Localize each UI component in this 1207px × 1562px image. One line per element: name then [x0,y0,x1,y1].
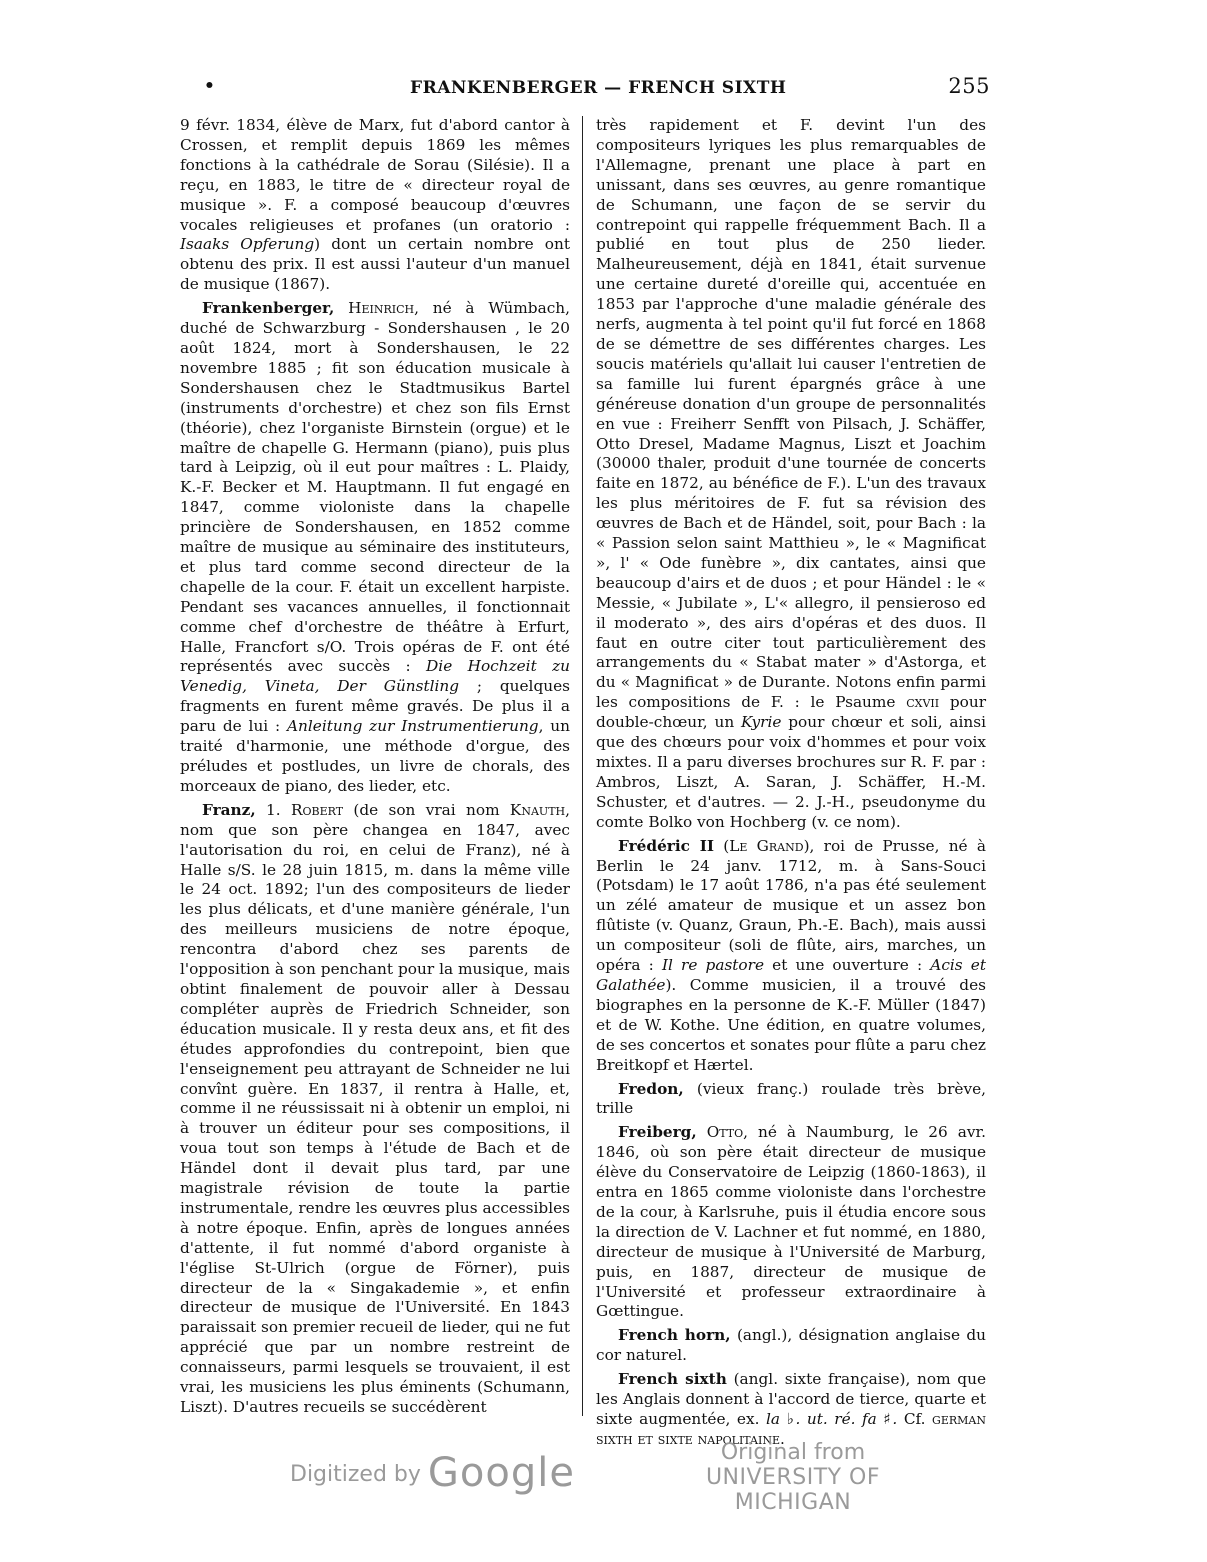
entry-fredon: Fredon, (vieux franç.) roulade très brève, trille [596,1079,986,1118]
note-example: la ♭. ut. ré. fa ♯. [766,1410,898,1428]
column-rule [582,116,583,1416]
headword: French sixth [618,1370,727,1389]
given-name: Robert [290,800,344,819]
roman-numeral: cxvii [906,693,940,712]
given-name: Otto [706,1123,744,1142]
work-title: Anleitung zur Instrumentierung [286,717,539,736]
work-title: Il re pastore [661,956,765,975]
left-column [180,116,570,1422]
page-number: 255 [948,74,990,98]
headword: Franz, [202,800,256,819]
work-title: Isaaks Opferung [180,235,315,254]
headword: Freiberg, [618,1123,697,1142]
entry-frederic: Frédéric II (Le Grand), roi de Prusse, né à Berlin le 24 janv. 1712, m. à Sans-Souci (Potsdam) le 17 août 1786, n'a pas été seulement un zélé amateur de musique et un assez bon flûtiste (v. Quanz, Graun, Ph.-E. Bach), mais aussi un compositeur (soli de flûte, airs, marches, un opéra : Il re pastore et une ouverture : Acis et Galathée). Comme musicien, il a trouvé des biographes en la personne de K.-F. Müller (1847) et de W. Kothe. Une édition, en quatre volumes, de ses concertos et sonates pour flûte a paru chez Breitkopf et Hærtel. [596,836,986,1074]
entry-frankenberger: Frankenberger, Heinrich, né à Wümbach, duché de Schwarzburg - Sondershausen , le 20 août 1824, mort à Sondershausen, le 22 novembre 1885 ; fit son éducation musicale à Sondershausen chez le Stadtmusikus Bartel (instruments d'orchestre) et chez son fils Ernst (théorie), chez l'organiste Birnstein (orgue) et le maître de chapelle G. Hermann (piano), puis plus tard à Leipzig, où il eut pour maîtres : L. Plaidy, K.-F. Becker et M. Hauptmann. Il fut engagé en 1847, comme violoniste dans la chapelle princière de Sondershausen, en 1852 comme maître de musique au séminaire des instituteurs, et plus tard comme second directeur de la chapelle de la cour. F. était un excellent harpiste. Pendant ses vacances annuelles, il fonctionnait comme chef d'orchestre de théâtre à Erfurt, Halle, Francfort s/O. Trois opéras de F. ont été représentés avec succès : Die Hochzeit zu Venedig, Vineta, Der Günstling ; quelques fragments en furent même gravés. De plus il a paru de lui : Anleitung zur Instrumentierung, un traité d'harmonie, une méthode d'orgue, des préludes et postludes, un livre de chorals, des morceaux de piano, des lieder, etc. [180,299,570,795]
entry-continuation: 9 févr. 1834, élève de Marx, fut d'abord cantor à Crossen, et remplit depuis 1869 les mêmes fonctions à la cathédrale de Sorau (Silésie). Il a reçu, en 1883, le titre de « directeur royal de musique ». F. a composé beaucoup d'œuvres vocales religieuses et profanes (un oratorio : Isaaks Opferung) dont un certain nombre ont obtenu des prix. Il est aussi l'auteur d'un manuel de musique (1867). [180,116,570,294]
work-title: Kyrie [741,713,782,732]
entry-french-horn: French horn, (angl.), désignation anglaise du cor naturel. [596,1326,986,1365]
digitization-watermark [0,1440,1207,1515]
running-head [200,76,990,102]
original-from: Original from UNIVERSITY OF MICHIGAN [705,1440,881,1515]
headword: Frankenberger, [202,299,335,318]
google-logo: Google [427,1450,575,1496]
work-title: Acis et Galathée [596,956,986,994]
real-name: Knauth [509,800,566,819]
entry-freiberg: Freiberg, Otto, né à Naumburg, le 26 avr. 1846, où son père était directeur de musique élève du Conservatoire de Leipzig (1860-1863), il entra en 1865 comme violoniste dans l'orchestre de la cour, à Karlsruhe, puis il étudia encore sous la direction de V. Lachner et fut nommé, en 1880, directeur de musique à l'Université de Marburg, puis, en 1887, directeur de musique de l'Université et professeur extraordinaire à Gœttingue. [596,1123,986,1321]
right-column [596,116,986,1454]
header-dot: • [204,76,216,96]
headword: Fredon, [618,1079,684,1098]
entry-french-sixth: French sixth (angl. sixte française), nom que les Anglais donnent à l'accord de tierce, quarte et sixte augmentée, ex. la ♭. ut. ré. fa ♯. Cf. german sixth et sixte napolitaine. [596,1370,987,1448]
work-title: Die Hochzeit zu Venedig, Vineta, Der Günstling [180,657,570,696]
entry-franz-continued: très rapidement et F. devint l'un des compositeurs lyriques les plus remarquables de l'Allemagne, prenant une place à part en unissant, dans ses œuvres, au genre romantique de Schumann, une façon de se servir du contrepoint qui rappelle fréquemment Bach. Il a publié en tout plus de 250 lieder. Malheureusement, déjà en 1841, était survenue une certaine dureté d'oreille qui, accentuée en 1853 par l'approche d'une maladie générale des nerfs, augmenta à tel point qu'il fut forcé en 1868 de se démettre de ses différentes charges. Les soucis matériels qu'allait lui causer l'entretien de sa famille lui furent épargnés grâce à une généreuse donation d'un groupe de personnalités en vue : Freiherr Senfft von Pilsach, J. Schäffer, Otto Dresel, Madame Magnus, Liszt et Joachim (30000 thaler, produit d'une tournée de concerts faite en 1872, au bénéfice de F.). L'un des travaux les plus méritoires de F. fut sa révision des œuvres de Bach et de Händel, soit, pour Bach : la « Passion selon saint Matthieu », le « Magnificat », l' « Ode funèbre », dix cantates, ainsi que beaucoup d'airs et de duos ; et pour Händel : le « Messie, « Jubilate », L'« allegro, il pensieroso ed il moderato », des airs d'opéras et des duos. Il faut en outre citer tout particulièrement des arrangements du « Stabat mater » d'Astorga, et du « Magnificat » de Durante. Notons enfin parmi les compositions de F. : le Psaume cxvii pour double-chœur, un Kyrie pour chœur et soli, ainsi que des chœurs pour voix d'hommes et pour voix mixtes. Il a paru diverses brochures sur R. F. par : Ambros, Liszt, A. Saran, J. Schäffer, H.-M. Schuster, et d'autres. — 2. J.-H., pseudonyme du comte Bolko von Hochberg (v. ce nom). [596,116,987,831]
given-name: Heinrich [348,299,415,318]
epithet: Le Grand [729,836,804,855]
entry-franz: Franz, 1. Robert (de son vrai nom Knauth, nom que son père changea en 1847, avec l'autorisation du roi, en celui de Franz), né à Halle s/S. le 28 juin 1815, m. dans la même ville le 24 oct. 1892; l'un des compositeurs de lieder les plus délicats, et d'une manière générale, l'un des meilleurs musiciens de notre époque, rencontra d'abord chez ses parents de l'opposition à son penchant pour la musique, mais obtint finalement de pouvoir aller à Dessau compléter auprès de Friedrich Schneider, son éducation musicale. Il y resta deux ans, et fit des études approfondies du contrepoint, bien que l'enseignement peu attrayant de Schneider ne lui convînt guère. En 1837, il rentra à Halle, et, comme il ne réussissait ni à obtenir un emploi, ni à trouver un éditeur pour ses compositions, il voua tout son temps à l'étude de Bach et de Händel dont il devait plus tard, par une magistrale révision de toute la partie instrumentale, rendre les œuvres plus accessibles à notre époque. Enfin, après de longues années d'attente, il fut nommé d'abord organiste à l'église St-Ulrich (orgue de Förner), puis directeur de la « Singakademie », et enfin directeur de musique de l'Université. En 1843 paraissait son premier recueil de lieder, qui ne fut apprécié que par un nombre restreint de connaisseurs, parmi lesquels se trouvaient, il est vrai, les musiciens les plus éminents (Schumann, Liszt). D'autres recueils se succédèrent [180,800,570,1416]
running-title: FRANKENBERGER — FRENCH SIXTH [410,78,787,98]
digitized-by-google: Digitized by Google [290,1450,575,1496]
headword: Frédéric II [618,836,715,855]
cross-reference: german sixth et sixte napolitaine. [596,1410,986,1448]
headword: French horn, [618,1326,731,1345]
